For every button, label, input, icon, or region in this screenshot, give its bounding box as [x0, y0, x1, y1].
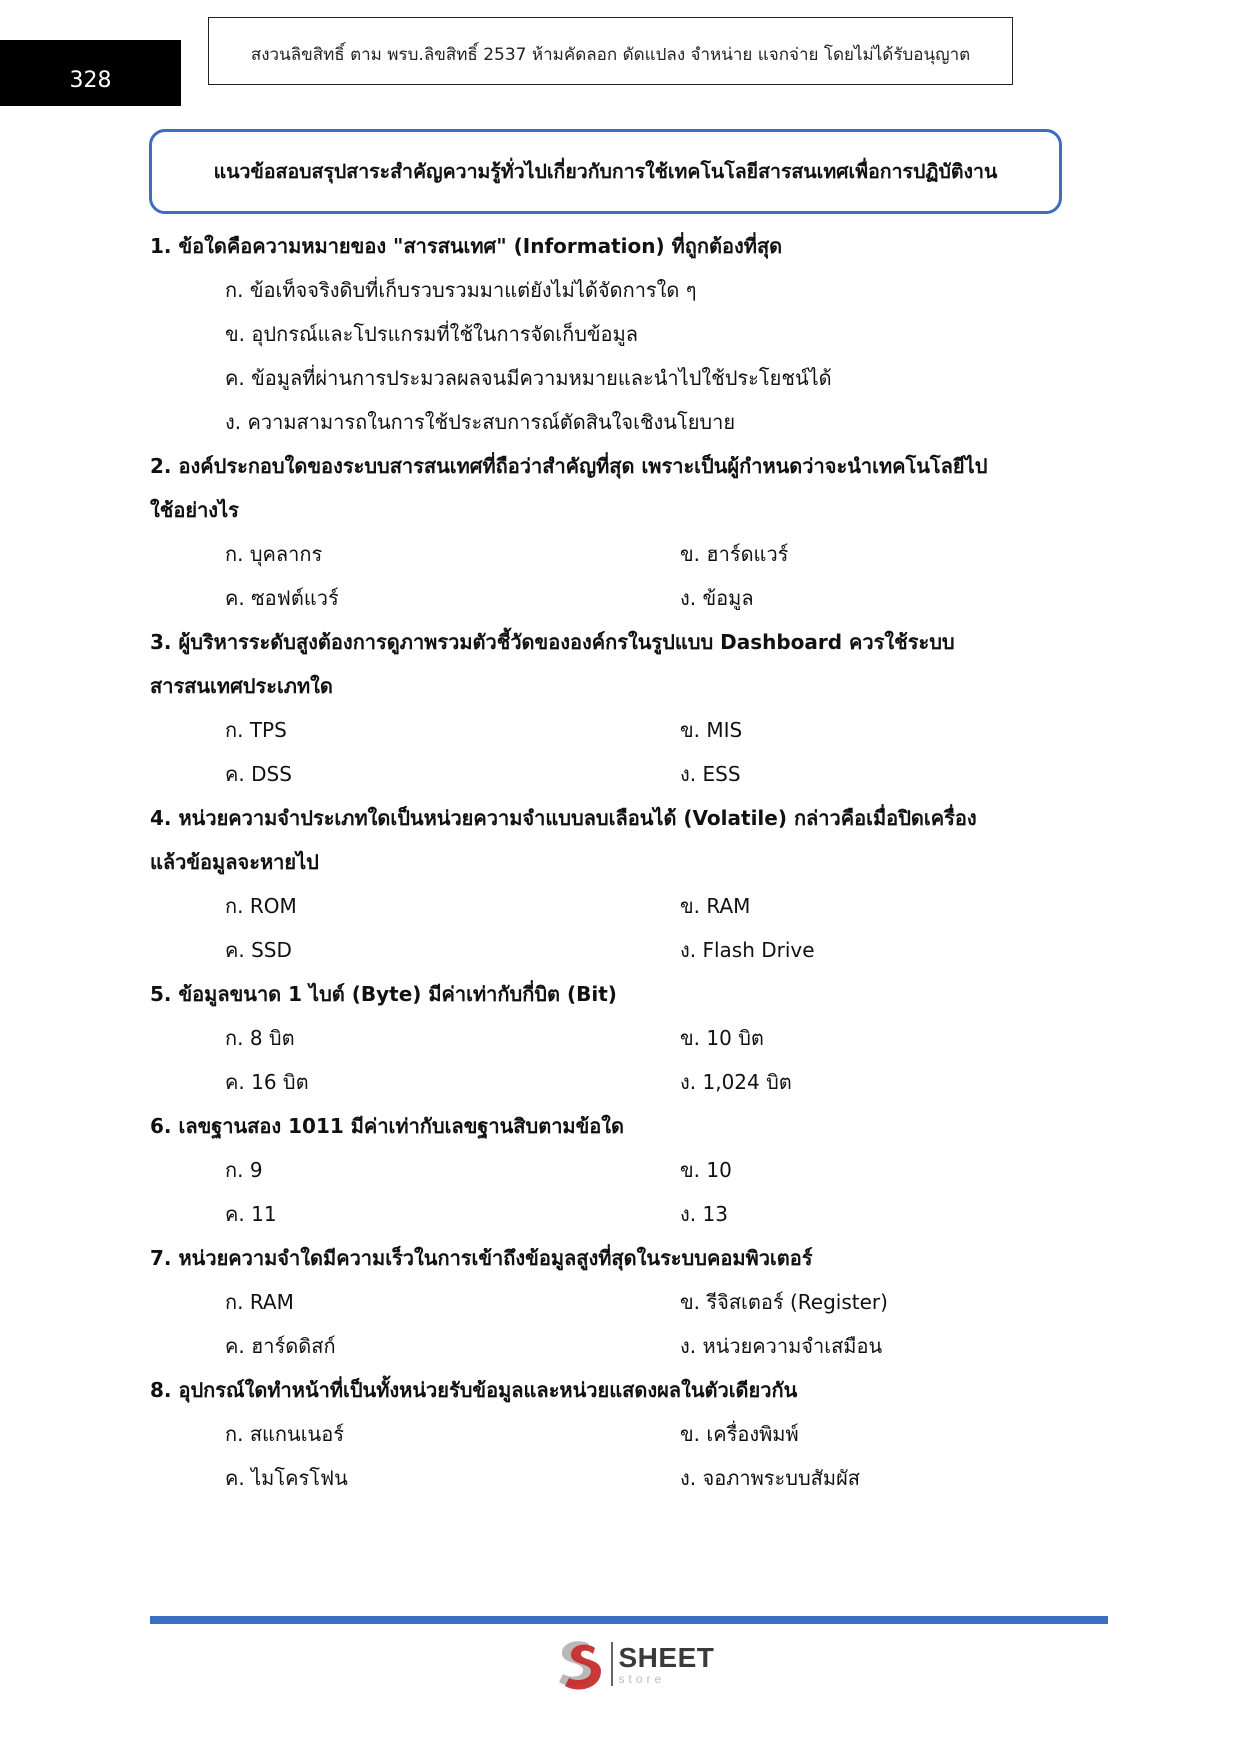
- question-text-line1: 2. องค์ประกอบใดของระบบสารสนเทศที่ถือว่าสำคัญที่สุด เพราะเป็นผู้กำหนดว่าจะนำเทคโนโลยีไป: [150, 454, 988, 478]
- option-row: [150, 708, 1060, 752]
- question-text-line2: สารสนเทศประเภทใด: [150, 674, 333, 698]
- option-c: ค. ซอฟต์แวร์: [225, 586, 339, 610]
- option-d: ง. ข้อมูล: [680, 586, 754, 610]
- option-b: ข. RAM: [680, 894, 751, 918]
- brand-divider: [611, 1642, 613, 1686]
- copyright-notice: [208, 17, 1013, 85]
- option-row: [150, 1060, 1060, 1104]
- option-c: ค. 16 บิต: [225, 1070, 309, 1094]
- question-list: [150, 224, 1060, 1500]
- option-d: ง. จอภาพระบบสัมผัส: [680, 1466, 860, 1490]
- option-b: ข. 10: [680, 1158, 732, 1182]
- option-a: ก. ROM: [225, 894, 297, 918]
- option-d: ง. Flash Drive: [680, 938, 815, 962]
- option-a: ก. บุคลากร: [225, 542, 323, 566]
- question-text-line2: แล้วข้อมูลจะหายไป: [150, 850, 319, 874]
- option-b: ข. รีจิสเตอร์ (Register): [680, 1290, 888, 1314]
- option-row: [150, 576, 1060, 620]
- option-d: ง. 1,024 บิต: [680, 1070, 792, 1094]
- option-d: ง. ESS: [680, 762, 741, 786]
- section-title-text: แนวข้อสอบสรุปสาระสำคัญความรู้ทั่วไปเกี่ยวกับการใช้เทคโนโลยีสารสนเทศเพื่อการปฏิบัติงาน: [213, 160, 998, 183]
- option-b: ข. ฮาร์ดแวร์: [680, 542, 789, 566]
- section-title: [149, 129, 1062, 214]
- brand-logo: [553, 1635, 714, 1693]
- question-text: 1. ข้อใดคือความหมายของ "สารสนเทศ" (Information) ที่ถูกต้องที่สุด: [150, 234, 783, 258]
- option-a: ก. RAM: [225, 1290, 294, 1314]
- question-text: 6. เลขฐานสอง 1011 มีค่าเท่ากับเลขฐานสิบตามข้อใด: [150, 1114, 625, 1138]
- option-a: ก. TPS: [225, 718, 287, 742]
- option-c: ค. ไมโครโฟน: [225, 1466, 348, 1490]
- option-a: ก. สแกนเนอร์: [225, 1422, 344, 1446]
- question-6: [150, 1104, 1060, 1236]
- brand-name: SHEET: [618, 1641, 715, 1673]
- option-d: ง. ความสามารถในการใช้ประสบการณ์ตัดสินใจเชิงนโยบาย: [225, 410, 736, 434]
- brand-text: [618, 1641, 715, 1686]
- option-row: [150, 1412, 1060, 1456]
- question-1: [150, 224, 1060, 444]
- option-b: ข. อุปกรณ์และโปรแกรมที่ใช้ในการจัดเก็บข้อมูล: [225, 322, 639, 346]
- question-5: [150, 972, 1060, 1104]
- option-row: [150, 1016, 1060, 1060]
- question-text-line1: 4. หน่วยความจำประเภทใดเป็นหน่วยความจำแบบลบเลือนได้ (Volatile) กล่าวคือเมื่อปิดเครื่อง: [150, 806, 977, 830]
- option-c: ค. ข้อมูลที่ผ่านการประมวลผลจนมีความหมายและนำไปใช้ประโยชน์ได้: [225, 366, 832, 390]
- page-number: [0, 40, 181, 106]
- option-row: [150, 532, 1060, 576]
- option-c: ค. ฮาร์ดดิสก์: [225, 1334, 336, 1358]
- option-row: [150, 752, 1060, 796]
- option-d: ง. หน่วยความจำเสมือน: [680, 1334, 883, 1358]
- footer-rule: [150, 1616, 1108, 1624]
- question-4: [150, 796, 1060, 972]
- question-7: [150, 1236, 1060, 1368]
- option-a: ก. 9: [225, 1158, 263, 1182]
- option-c: ค. 11: [225, 1202, 277, 1226]
- option-row: [150, 1324, 1060, 1368]
- question-3: [150, 620, 1060, 796]
- question-2: [150, 444, 1060, 620]
- option-row: [150, 884, 1060, 928]
- question-8: [150, 1368, 1060, 1500]
- option-row: [150, 1280, 1060, 1324]
- option-b: ข. เครื่องพิมพ์: [680, 1422, 799, 1446]
- option-a: ก. ข้อเท็จจริงดิบที่เก็บรวบรวมมาแต่ยังไม่ได้จัดการใด ๆ: [225, 278, 697, 302]
- sheet-store-logo-icon: [553, 1636, 605, 1692]
- option-row: [150, 1456, 1060, 1500]
- option-b: ข. MIS: [680, 718, 743, 742]
- brand-sub: store: [618, 1671, 666, 1686]
- option-row: [150, 1192, 1060, 1236]
- copyright-text: สงวนลิขสิทธิ์ ตาม พรบ.ลิขสิทธิ์ 2537 ห้ามคัดลอก ดัดแปลง จำหน่าย แจกจ่าย โดยไม่ได้รับอนุญาต: [250, 44, 971, 65]
- option-c: ค. DSS: [225, 762, 292, 786]
- option-row: [150, 1148, 1060, 1192]
- question-text: 7. หน่วยความจำใดมีความเร็วในการเข้าถึงข้อมูลสูงที่สุดในระบบคอมพิวเตอร์: [150, 1246, 813, 1270]
- question-text: 8. อุปกรณ์ใดทำหน้าที่เป็นทั้งหน่วยรับข้อมูลและหน่วยแสดงผลในตัวเดียวกัน: [150, 1378, 798, 1402]
- question-text: 5. ข้อมูลขนาด 1 ไบต์ (Byte) มีค่าเท่ากับกี่บิต (Bit): [150, 982, 617, 1006]
- option-c: ค. SSD: [225, 938, 292, 962]
- page-number-text: 328: [69, 67, 112, 93]
- option-b: ข. 10 บิต: [680, 1026, 764, 1050]
- option-row: [150, 928, 1060, 972]
- question-text-line2: ใช้อย่างไร: [150, 498, 239, 522]
- question-text-line1: 3. ผู้บริหารระดับสูงต้องการดูภาพรวมตัวชี้วัดขององค์กรในรูปแบบ Dashboard ควรใช้ระบบ: [150, 630, 955, 654]
- option-a: ก. 8 บิต: [225, 1026, 295, 1050]
- option-d: ง. 13: [680, 1202, 728, 1226]
